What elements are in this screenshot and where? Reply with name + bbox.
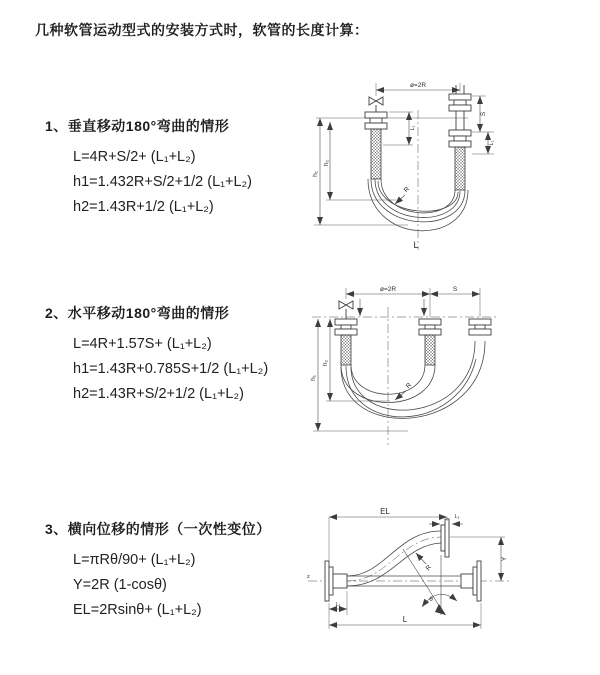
formula-line: L=4R+1.57S+ (L₁+L₂) [73,336,212,352]
right-flange [469,319,491,335]
dim-label-l1-bottom: L₁ [335,602,341,608]
dim-label-diameter: ø=2R [409,82,427,89]
radius-label: R [404,381,414,391]
upper-flange [441,519,449,557]
right-flange-lower [449,130,471,147]
dim-label-s: S [480,111,487,117]
section-vertical-movement [45,116,252,220]
dim-label-s: S [452,286,458,293]
braided-hose-section [455,147,465,190]
dim-label-diameter: ø=2R [379,286,397,293]
formula-list [73,145,252,220]
right-flange [461,561,481,601]
section-lateral-displacement [45,519,271,623]
formula-line: L=πRθ/90+ (L₁+L₂) [73,552,196,568]
dim-label-l1: L₁ [410,125,416,131]
formula-line: h2=1.43R+1/2 (L₁+L₂) [73,199,214,215]
formula-line: h2=1.43R+S/2+1/2 (L₁+L₂) [73,386,244,402]
right-flange-upper [449,94,471,111]
section-heading: 2、水平移动180°弯曲的情形 [45,305,230,321]
page-title: 几种软管运动型式的安装方式时，软管的长度计算： [35,22,369,38]
formula-line: h1=1.43R+0.785S+1/2 (L₁+L₂) [73,361,269,377]
left-flange [365,112,387,129]
section-horizontal-movement [45,303,268,407]
braided-hose-section [371,129,381,179]
radius-label: R [402,185,412,195]
section-heading: 1、垂直移动180°弯曲的情形 [45,118,230,134]
radius-label: R [424,563,434,573]
formula-line: h1=1.432R+S/2+1/2 (L₁+L₂) [73,174,253,190]
left-flange [335,319,357,335]
valve-icon [369,97,383,112]
braided-hose-section [341,335,351,365]
angle-construction [403,549,457,615]
diagram-vertical-180-bend [308,70,508,255]
dim-label-y: Y [501,556,508,562]
dim-label-h2: h₂ [322,359,329,367]
angle-label: θ [429,596,433,603]
diagram-lateral-displacement [305,503,515,643]
break-mark: z [307,574,310,580]
section-heading: 3、横向位移的情形（一次性变位） [45,521,271,537]
valve-icon [339,301,353,319]
dim-label-l1: L₁ [489,140,495,146]
formula-list [73,332,268,407]
diagram-horizontal-180-bend [308,283,503,455]
formula-line: EL=2Rsinθ+ (L₁+L₂) [73,602,202,618]
braided-hose-section [425,335,435,365]
length-label: L [413,240,419,250]
formula-line: Y=2R (1-cosθ) [73,577,167,593]
dim-label-h1: h₁ [312,171,319,177]
dim-label-l1-top: L₁ [454,514,460,520]
dim-label-h1: h₁ [310,375,317,381]
left-flange [325,561,347,601]
dim-label-h2: h₂ [323,159,330,167]
formula-line: L=4R+S/2+ (L₁+L₂) [73,149,196,165]
dim-label-l: L [402,615,408,624]
hose-u-curves [341,341,485,418]
hose-displaced-curve [347,531,441,586]
dim-label-el: EL [380,507,390,516]
middle-flange [419,319,441,335]
formula-list [73,548,271,623]
